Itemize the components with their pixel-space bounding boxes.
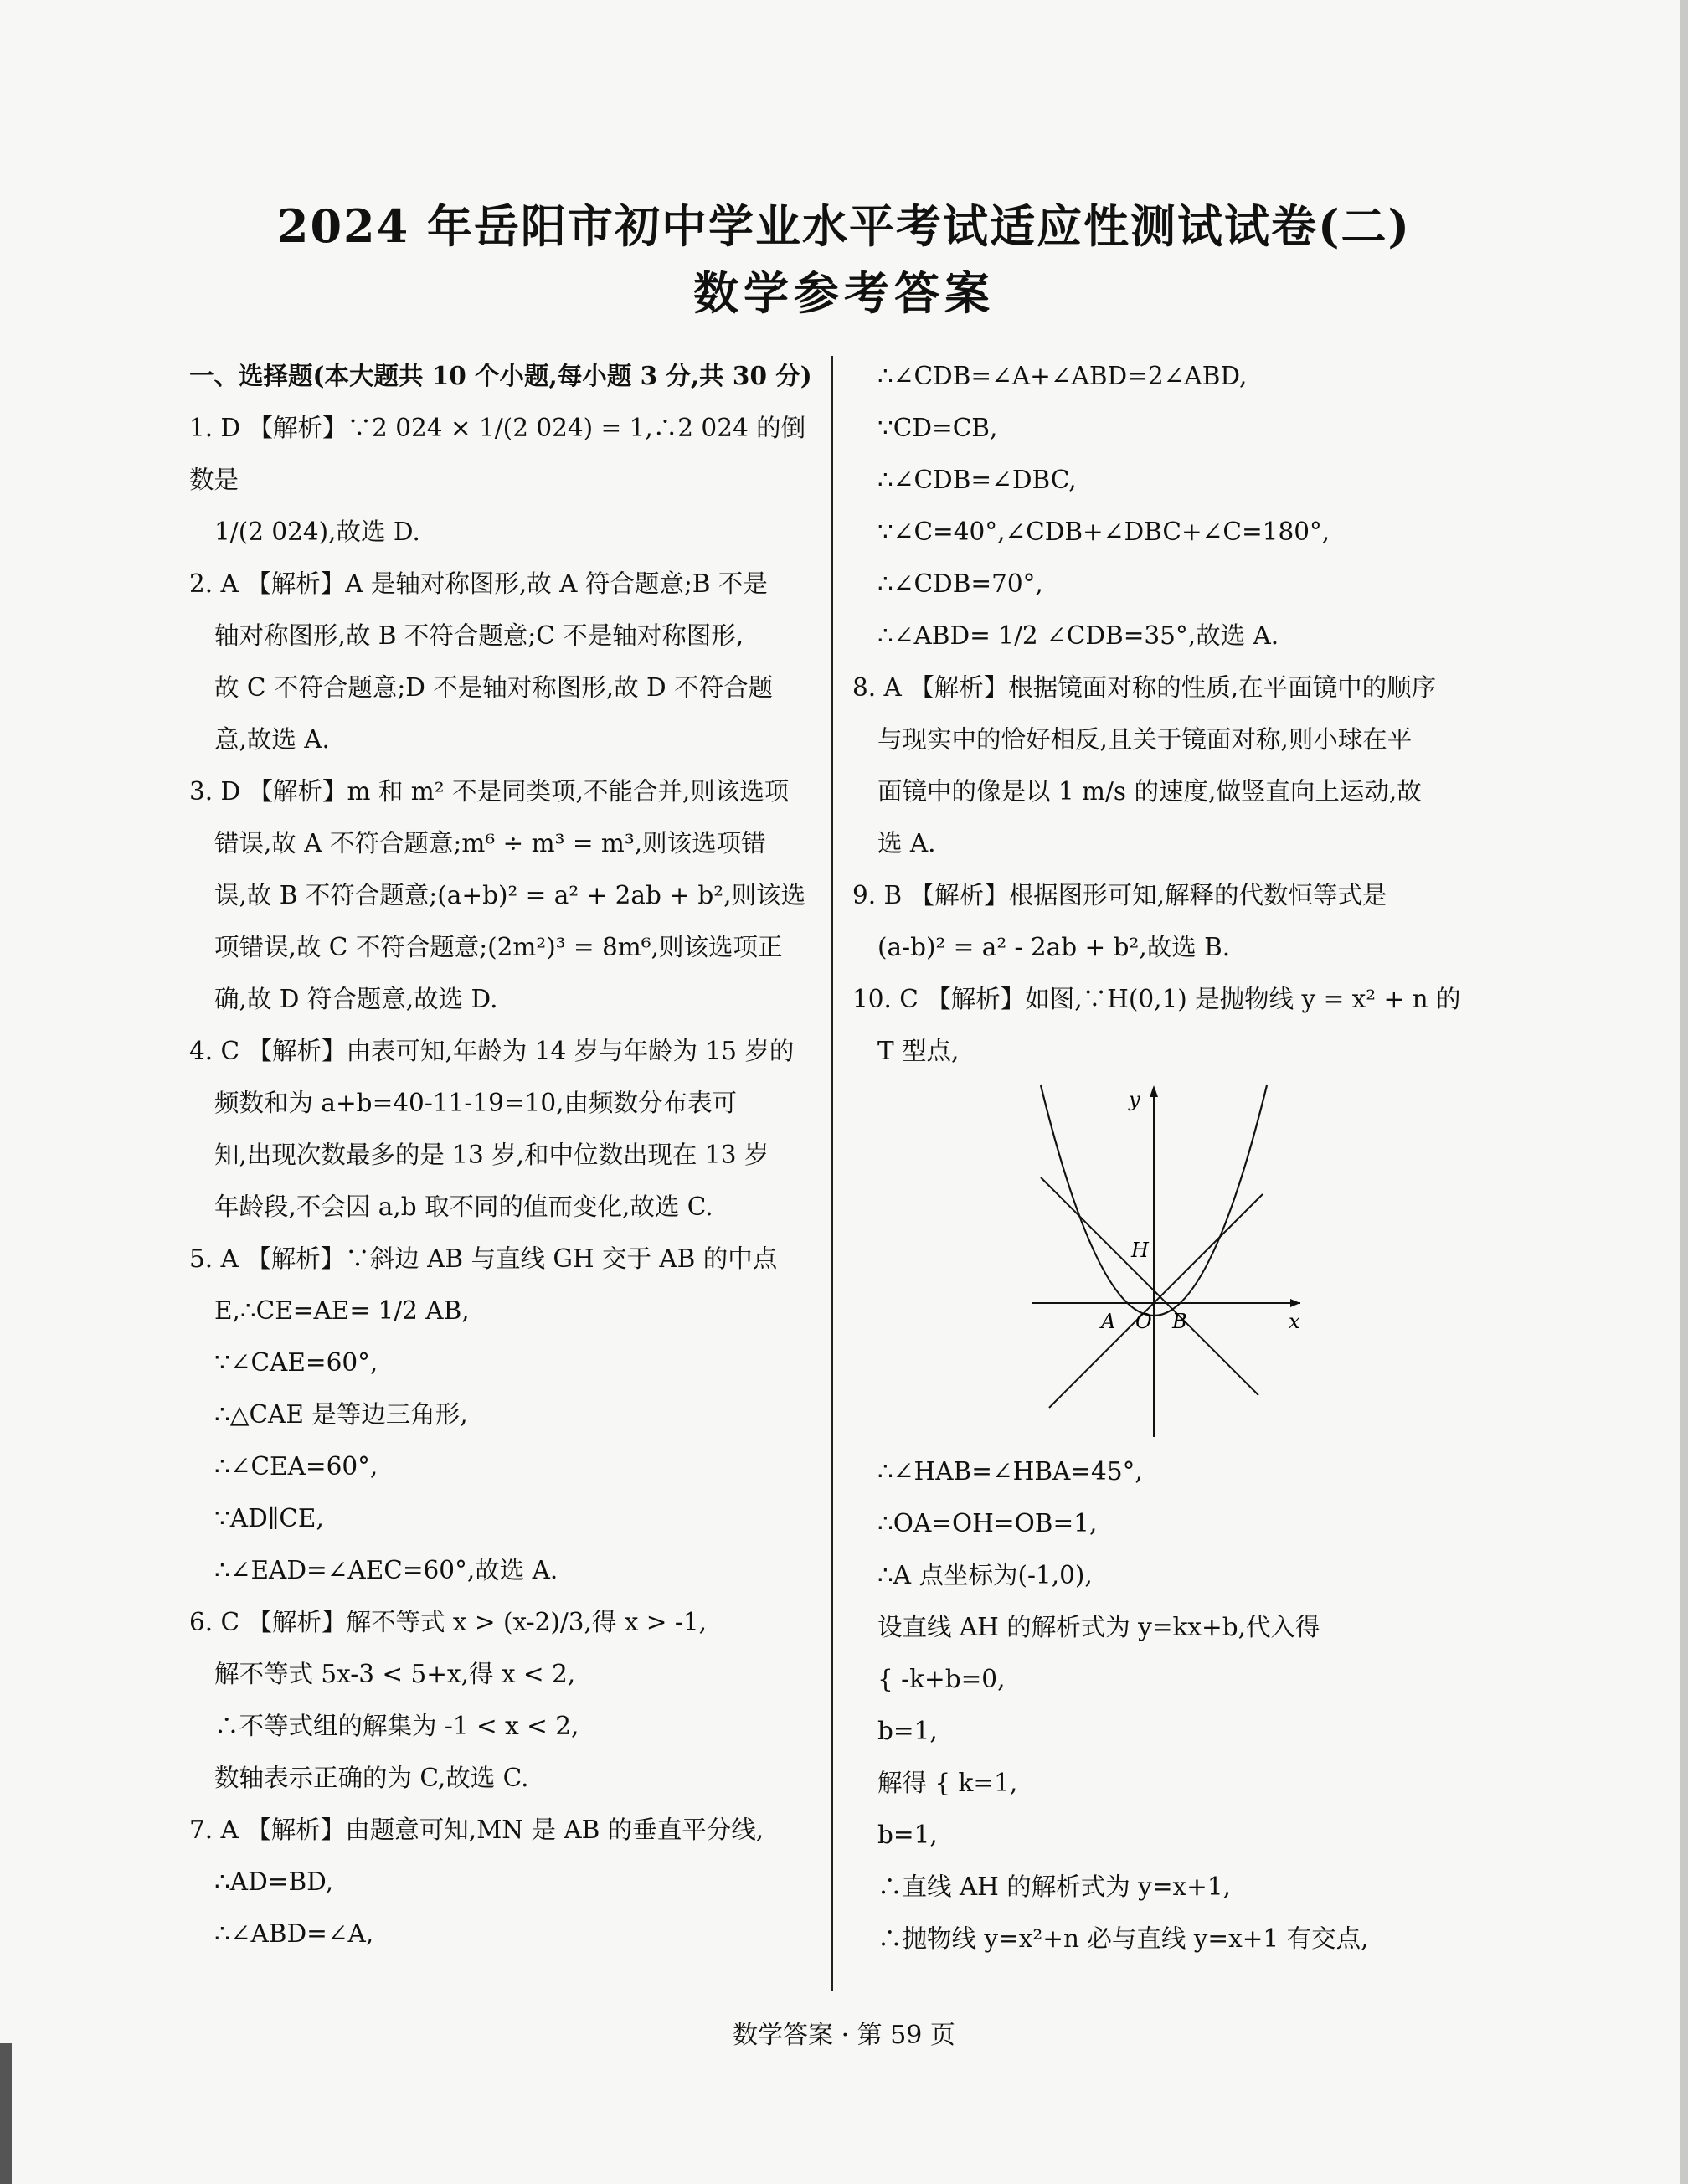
answer-line: 数轴表示正确的为 C,故选 C. (214, 1764, 529, 1792)
right-column (852, 350, 1476, 1965)
answer-line: ∴∠ABD=∠A, (214, 1919, 374, 1948)
answer-line: 轴对称图形,故 B 不符合题意;C 不是轴对称图形, (214, 621, 744, 650)
answer-line: ∴直线 AH 的解析式为 y=x+1, (877, 1872, 1232, 1901)
answer-line: 2. A 【解析】A 是轴对称图形,故 A 符合题意;B 不是 (189, 569, 768, 598)
x-axis-label: x (1289, 1310, 1300, 1333)
answer-line: 10. C 【解析】如图,∵H(0,1) 是抛物线 y = x² + n 的 (852, 985, 1461, 1013)
line-bh (1041, 1177, 1258, 1395)
page-footer: 数学答案 · 第 59 页 (733, 2021, 955, 2050)
answer-line: ∵CD=CB, (877, 414, 998, 442)
parabola-graph (1024, 1077, 1309, 1445)
answer-line: 7. A 【解析】由题意可知,MN 是 AB 的垂直平分线, (189, 1816, 764, 1844)
answer-line: 6. C 【解析】解不等式 x > (x-2)/3,得 x > -1, (189, 1608, 708, 1636)
line-ah (1049, 1194, 1263, 1408)
answer-line: ∵AD∥CE, (214, 1504, 324, 1532)
equation-system-line: b=1, (877, 1717, 938, 1745)
page-subtitle: 数学参考答案 (693, 266, 995, 320)
answer-line: 设直线 AH 的解析式为 y=kx+b,代入得 (877, 1613, 1320, 1641)
answer-line: ∴∠CDB=70°, (877, 569, 1043, 598)
answer-line: (a-b)² = a² - 2ab + b²,故选 B. (877, 933, 1231, 961)
answer-line: 误,故 B 不符合题意;(a+b)² = a² + 2ab + b²,则该选 (214, 881, 805, 909)
answer-line: 1. D 【解析】∵2 024 × 1/(2 024) = 1,∴2 024 的倒数是 (189, 414, 806, 494)
answer-line: ∵∠CAE=60°, (214, 1348, 378, 1377)
page-title: 2024 年岳阳市初中学业水平考试适应性测试试卷(二) (276, 199, 1412, 253)
answer-line: ∴△CAE 是等边三角形, (214, 1400, 468, 1429)
answer-line: 9. B 【解析】根据图形可知,解释的代数恒等式是 (852, 881, 1387, 909)
answer-line: 1/(2 024),故选 D. (214, 518, 420, 546)
answer-line: ∴∠EAD=∠AEC=60°,故选 A. (214, 1556, 558, 1584)
answer-line: ∵∠C=40°,∠CDB+∠DBC+∠C=180°, (877, 518, 1330, 546)
equation-system-line: b=1, (877, 1821, 938, 1849)
answer-line: 4. C 【解析】由表可知,年龄为 14 岁与年龄为 15 岁的 (189, 1037, 795, 1065)
scan-edge (1680, 0, 1688, 2184)
answer-line: 选 A. (877, 829, 936, 858)
answer-line: ∴∠ABD= 1/2 ∠CDB=35°,故选 A. (877, 621, 1279, 650)
answer-line: T 型点, (877, 1037, 960, 1065)
parabola-figure (852, 1077, 1476, 1445)
answer-line: 意,故选 A. (214, 725, 330, 754)
point-o-label: O (1135, 1310, 1152, 1333)
answer-line: 频数和为 a+b=40-11-19=10,由频数分布表可 (214, 1089, 737, 1117)
answer-line: 解不等式 5x-3 < 5+x,得 x < 2, (214, 1660, 576, 1688)
answer-line: 错误,故 A 不符合题意;m⁶ ÷ m³ = m³,则该选项错 (214, 829, 766, 858)
answer-line: ∴A 点坐标为(-1,0), (877, 1561, 1093, 1589)
equation-system-line: 解得 { k=1, (877, 1769, 1018, 1797)
x-axis-arrow-icon (1290, 1299, 1300, 1307)
point-h-label: H (1131, 1239, 1149, 1262)
answer-line: ∴∠CEA=60°, (214, 1452, 378, 1481)
answer-line: ∴不等式组的解集为 -1 < x < 2, (214, 1712, 579, 1740)
answer-line: 与现实中的恰好相反,且关于镜面对称,则小球在平 (877, 725, 1413, 754)
answer-line: E,∴CE=AE= 1/2 AB, (214, 1296, 470, 1325)
section-heading: 一、选择题(本大题共 10 个小题,每小题 3 分,共 30 分) (189, 361, 812, 390)
answer-line: 3. D 【解析】m 和 m² 不是同类项,不能合并,则该选项 (189, 777, 790, 806)
equation-system-line: { -k+b=0, (877, 1665, 1006, 1693)
left-column (189, 350, 813, 1960)
answer-line: 故 C 不符合题意;D 不是轴对称图形,故 D 不符合题 (214, 673, 774, 702)
scan-corner (0, 2043, 12, 2184)
answer-line: ∴AD=BD, (214, 1867, 334, 1896)
answer-line: 年龄段,不会因 a,b 取不同的值而变化,故选 C. (214, 1192, 713, 1221)
answer-line: ∴∠HAB=∠HBA=45°, (877, 1457, 1143, 1486)
answer-line: 项错误,故 C 不符合题意;(2m²)³ = 8m⁶,则该选项正 (214, 933, 783, 961)
answer-line: 5. A 【解析】∵斜边 AB 与直线 GH 交于 AB 的中点 (189, 1244, 778, 1273)
point-a-label: A (1101, 1310, 1116, 1333)
answer-line: ∴∠CDB=∠A+∠ABD=2∠ABD, (877, 362, 1248, 390)
answer-line: 8. A 【解析】根据镜面对称的性质,在平面镜中的顺序 (852, 673, 1437, 702)
answer-line: 知,出现次数最多的是 13 岁,和中位数出现在 13 岁 (214, 1141, 769, 1169)
answer-line: ∴∠CDB=∠DBC, (877, 466, 1077, 494)
answer-line: ∴OA=OH=OB=1, (877, 1509, 1098, 1538)
point-b-label: B (1172, 1310, 1187, 1333)
answer-line: 面镜中的像是以 1 m/s 的速度,做竖直向上运动,故 (877, 777, 1422, 806)
y-axis-label: y (1129, 1088, 1140, 1111)
answer-line: 确,故 D 符合题意,故选 D. (214, 985, 498, 1013)
y-axis-arrow-icon (1150, 1085, 1158, 1097)
column-divider (831, 356, 833, 1991)
answer-line: ∴抛物线 y=x²+n 必与直线 y=x+1 有交点, (877, 1924, 1369, 1953)
